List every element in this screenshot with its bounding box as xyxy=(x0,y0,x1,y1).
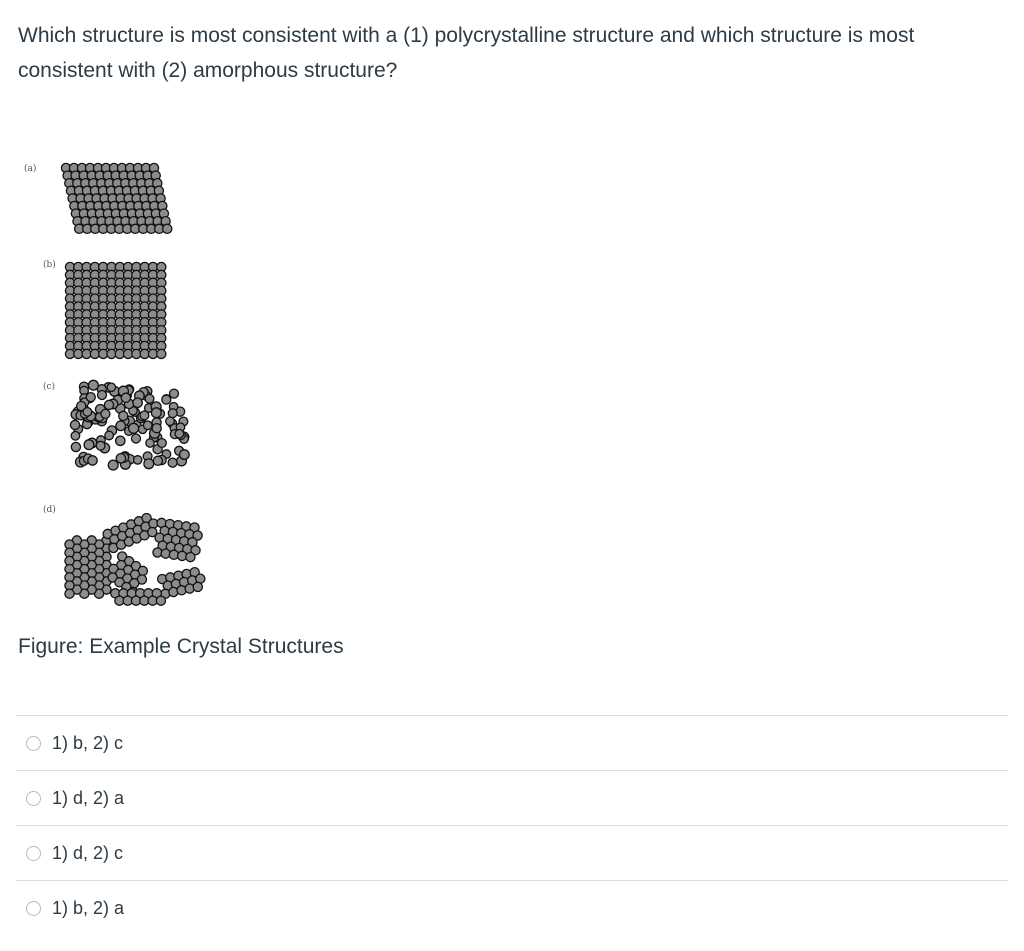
atom-circle xyxy=(121,393,130,402)
atom-circle xyxy=(146,439,154,447)
atom-circle xyxy=(180,450,190,460)
atom-circle xyxy=(162,395,171,404)
atom-circle xyxy=(89,380,99,390)
atom-circle xyxy=(108,460,118,470)
atom-circle xyxy=(83,408,92,417)
crystal-structures-figure xyxy=(18,155,238,615)
structure-d-polycrystalline xyxy=(65,514,205,606)
answer-label: 1) b, 2) a xyxy=(52,897,125,918)
structure-c-amorphous xyxy=(70,380,189,470)
answer-option-3[interactable] xyxy=(16,825,1008,880)
atom-circle xyxy=(175,430,184,439)
atom-circle xyxy=(143,421,152,430)
panel-label-b: (b) xyxy=(43,260,56,270)
atom-circle xyxy=(88,456,97,465)
atom-circle xyxy=(129,423,139,433)
panel-label-d: (d) xyxy=(43,505,56,515)
answer-label: 1) d, 2) c xyxy=(52,842,124,863)
structure-a-sheared-crystal xyxy=(61,163,171,233)
atom-circle xyxy=(107,383,115,391)
atom-circle xyxy=(86,393,95,402)
atom-circle xyxy=(116,421,126,431)
atom-circle xyxy=(132,434,141,443)
answer-label: 1) d, 2) a xyxy=(52,787,125,808)
atom-circle xyxy=(104,400,113,409)
atom-circle xyxy=(151,408,161,418)
question-text: Which structure is most consistent with a (1) polycrystalline structure and which structure is most consistent with (2) amorphous structure? xyxy=(18,24,915,82)
atom-circle xyxy=(168,458,177,467)
atom-circle xyxy=(119,411,128,420)
figure-caption: Figure: Example Crystal Structures xyxy=(18,635,344,658)
atom-circle xyxy=(134,456,142,464)
atom-circle xyxy=(98,391,107,400)
atom-circle xyxy=(170,389,179,398)
radio-button[interactable] xyxy=(26,846,41,861)
radio-button[interactable] xyxy=(26,901,41,916)
radio-button[interactable] xyxy=(26,791,41,806)
structure-b-single-crystal xyxy=(65,262,165,358)
atom-circle xyxy=(71,442,80,451)
answer-label: 1) b, 2) c xyxy=(52,732,124,753)
crystal-structures-diagram xyxy=(18,155,238,615)
atom-circle xyxy=(105,431,114,440)
atom-circle xyxy=(157,349,166,358)
answer-option-4[interactable] xyxy=(16,880,1008,935)
atom-circle xyxy=(163,224,172,233)
atom-circle xyxy=(158,439,167,448)
atom-circle xyxy=(152,424,161,433)
atom-circle xyxy=(144,459,154,469)
atom-circle xyxy=(84,440,94,450)
panel-label-c: (c) xyxy=(43,382,56,392)
atom-circle xyxy=(193,582,202,591)
atom-circle xyxy=(116,436,125,445)
atom-circle xyxy=(153,456,162,465)
atom-circle xyxy=(186,553,195,562)
answer-list xyxy=(16,715,1008,935)
radio-button[interactable] xyxy=(26,736,41,751)
atom-circle xyxy=(96,441,105,450)
answer-option-1[interactable] xyxy=(16,715,1008,770)
atom-circle xyxy=(71,432,80,441)
panel-label-a: (a) xyxy=(24,164,37,174)
answer-option-2[interactable] xyxy=(16,770,1008,825)
atom-circle xyxy=(156,596,165,605)
atom-circle xyxy=(101,409,110,418)
atom-circle xyxy=(70,420,79,429)
atom-circle xyxy=(168,409,177,418)
atom-circle xyxy=(140,411,149,420)
atom-circle xyxy=(116,454,125,463)
atom-circle xyxy=(65,589,74,598)
atom-circle xyxy=(133,398,142,407)
atom-circle xyxy=(145,394,154,403)
